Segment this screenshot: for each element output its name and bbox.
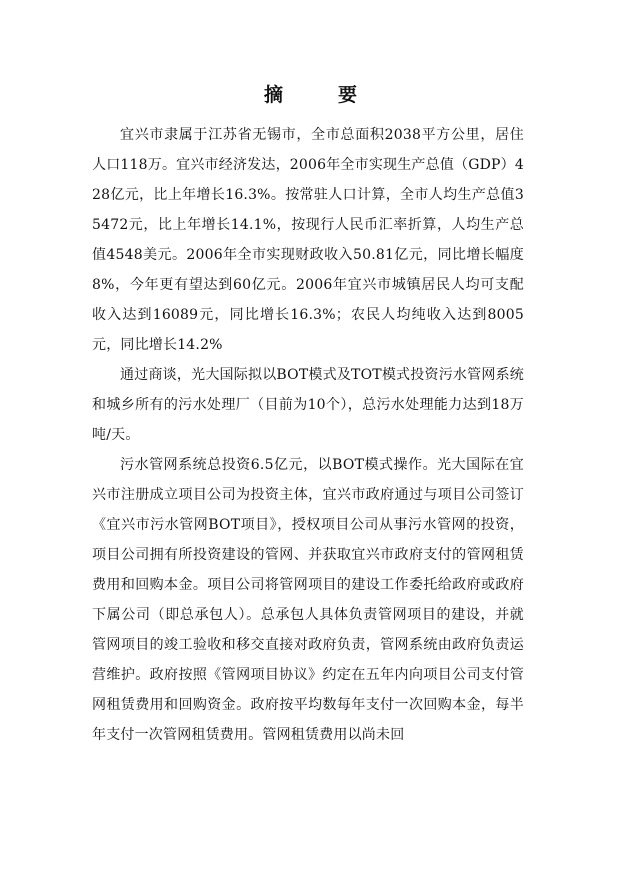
paragraph-pipeline-bot: 污水管网系统总投资6.5亿元，以BOT模式操作。光大国际在宜兴市注册成立项目公司为投资主体，宜兴市政府通过与项目公司签订《宜兴市污水管网BOT项目》，授权项目公司从事污水管网的投资，项目公司拥有所投资建设的管网、并获取宜兴市政府支付的管网租赁费用和回购本金。项目公司将管网项目的建设工作委托给政府或政府下属公司（即总承包人）。总承包人具体负责管网项目的建设，并就管网项目的竣工验收和移交直接对政府负责，管网系统由政府负责运营维护。政府按照《管网项目协议》约定在五年内向项目公司支付管网租赁费用和回购资金。政府按平均数每年支付一次回购本金，每半年支付一次管网租赁费用。管网租赁费用以尚未回 [92,457,524,743]
paragraph-investment-plan: 通过商谈，光大国际拟以BOT模式及TOT模式投资污水管网系统和城乡所有的污水处理厂（目前为10个），总污水处理能力达到18万吨/天。 [92,367,524,443]
page-title: 摘 要 [263,84,375,106]
abstract-body [92,120,524,750]
paragraph-city-overview: 宜兴市隶属于江苏省无锡市，全市总面积2038平方公里，居住人口118万。宜兴市经济发达，2006年全市实现生产总值（GDP）428亿元，比上年增长16.3%。按常驻人口计算，全市人均生产总值35472元，比上年增长14.1%，按现行人民币汇率折算，人均生产总值4548美元。2006年全市实现财政收入50.81亿元，同比增长幅度8%，今年更有望达到60亿元。2006年宜兴市城镇居民人均可支配收入达到16089元，同比增长16.3%；农民人均纯收入达到8005元，同比增长14.2% [92,127,524,353]
